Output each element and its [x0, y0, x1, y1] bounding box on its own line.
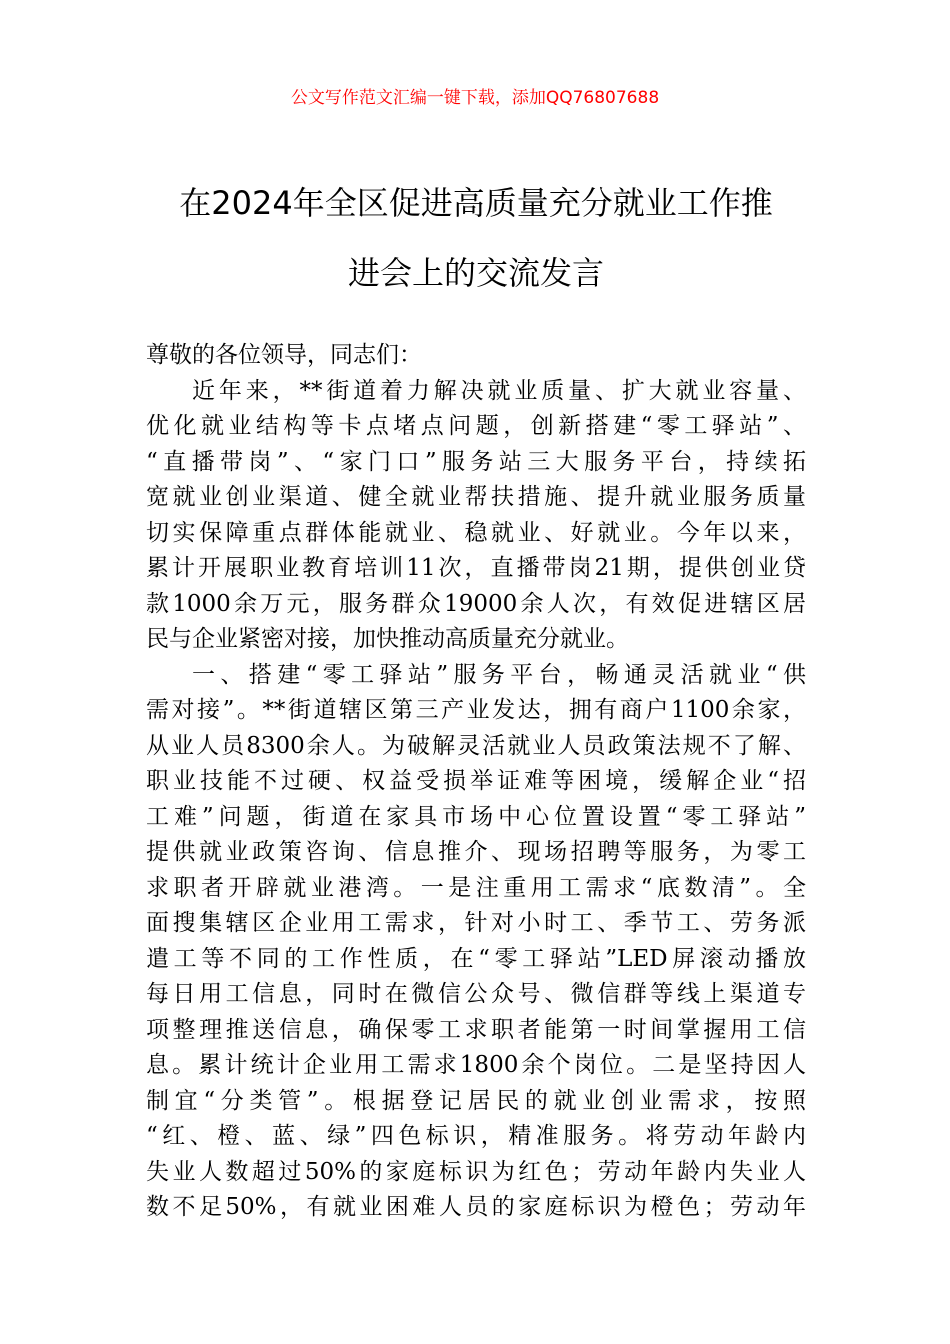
body-text-line: 遣工等不同的工作性质，在“零工驿站”LED屏滚动播放 — [146, 945, 806, 972]
body-text-line: 宽就业创业渠道、健全就业帮扶措施、提升就业服务质量 — [146, 484, 806, 510]
title-line: 在2024年全区促进高质量充分就业工作推 — [179, 184, 773, 222]
body-text-line: 从业人员8300余人。为破解灵活就业人员政策法规不了解、 — [146, 732, 806, 759]
title-line: 进会上的交流发言 — [347, 254, 604, 292]
body-text-line: 民与企业紧密对接，加快推动高质量充分就业。 — [146, 626, 629, 652]
body-text-line: 近年来，**街道着力解决就业质量、扩大就业容量、 — [192, 377, 806, 404]
body-text-line: 工难”问题，街道在家具市场中心位置设置“零工驿站” — [146, 803, 806, 830]
body-text-line: 一、搭建“零工驿站”服务平台，畅通灵活就业“供 — [192, 661, 806, 688]
document-title — [140, 168, 812, 308]
body-text-line: 每日用工信息，同时在微信公众号、微信群等线上渠道专 — [146, 981, 806, 1007]
body-text-line: 求职者开辟就业港湾。一是注重用工需求“底数清”。全 — [146, 874, 806, 901]
body-text-line: 需对接”。**街道辖区第三产业发达，拥有商户1100余家， — [146, 697, 806, 723]
body-text-line: 项整理推送信息，确保零工求职者能第一时间掌握用工信 — [146, 1016, 806, 1043]
body-text-line: 款1000余万元，服务群众19000余人次，有效促进辖区居 — [146, 590, 806, 617]
body-text-line: 优化就业结构等卡点堵点问题，创新搭建“零工驿站”、 — [146, 413, 806, 439]
body-text-line: 尊敬的各位领导，同志们： — [146, 342, 422, 368]
body-text-line: 面搜集辖区企业用工需求，针对小时工、季节工、劳务派 — [146, 910, 806, 936]
body-text-line: 累计开展职业教育培训11次，直播带岗21期，提供创业贷 — [146, 555, 806, 581]
body-text-line: “直播带岗”、“家门口”服务站三大服务平台，持续拓 — [146, 448, 806, 475]
body-text-line: 职业技能不过硬、权益受损举证难等困境，缓解企业“招 — [146, 768, 806, 794]
body-text-line: 息。累计统计企业用工需求1800余个岗位。二是坚持因人 — [146, 1052, 806, 1078]
document-body — [146, 338, 806, 1226]
body-text-line: 提供就业政策咨询、信息推介、现场招聘等服务，为零工 — [146, 839, 806, 865]
body-text-line: “红、橙、蓝、绿”四色标识，精准服务。将劳动年龄内 — [146, 1123, 806, 1149]
body-text-line: 制宜“分类管”。根据登记居民的就业创业需求，按照 — [146, 1087, 806, 1114]
body-text-line: 数不足50%，有就业困难人员的家庭标识为橙色；劳动年 — [146, 1194, 806, 1220]
body-text-line: 切实保障重点群体能就业、稳就业、好就业。今年以来， — [146, 519, 806, 546]
download-link[interactable]: 公文写作范文汇编一键下载，添加QQ76807688 — [290, 88, 660, 108]
body-text-line: 失业人数超过50%的家庭标识为红色；劳动年龄内失业人 — [146, 1158, 806, 1185]
